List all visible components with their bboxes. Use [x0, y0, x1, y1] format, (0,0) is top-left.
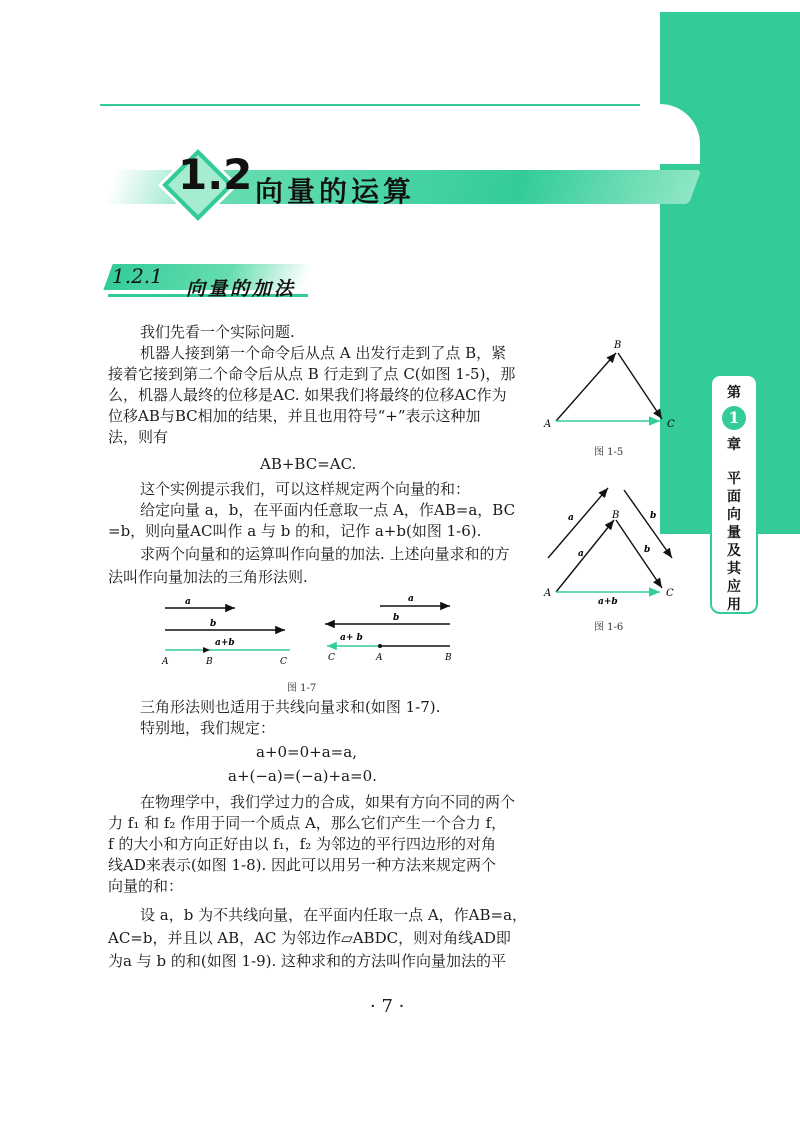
label-b: b	[650, 511, 657, 521]
paragraph-line: 给定向量 a，b，在平面内任意取一点 A，作AB=a，BC	[140, 501, 516, 519]
paragraph-line: =b，则向量AC叫作 a 与 b 的和，记作 a+b(如图 1-6).	[108, 522, 482, 540]
chapter-tab	[710, 374, 758, 614]
paragraph-line: f 的大小和方向正好由以 f₁，f₂ 为邻边的平行四边形的对角	[108, 835, 496, 853]
chapter-title-char: 面	[727, 489, 741, 505]
paragraph-line: 特别地，我们规定：	[140, 719, 276, 737]
figure-caption: 图 1-5	[594, 447, 624, 458]
label-b2: b	[393, 613, 400, 623]
label-A: A	[544, 588, 552, 599]
figure-1-7	[160, 592, 460, 672]
paragraph-line: 机器人接到第一个命令后从点 A 出发行走到了点 B，紧	[140, 344, 507, 362]
paragraph-line: 法，则有	[108, 428, 169, 446]
label-C: C	[666, 588, 674, 599]
label-C: C	[667, 419, 675, 430]
header-rule	[100, 104, 660, 106]
chapter-title-char: 其	[727, 561, 741, 577]
subsection-number: 1.2.1	[112, 264, 163, 288]
chapter-suffix: 章	[727, 437, 741, 453]
section-number: 1.2	[178, 150, 253, 199]
paragraph-line: 求两个向量和的运算叫作向量的加法. 上述向量求和的方	[140, 545, 510, 563]
label-C2: C	[328, 653, 335, 663]
chapter-title-char: 平	[727, 471, 741, 487]
formula: a+(−a)=(−a)+a=0.	[228, 767, 377, 785]
label-a2: a	[408, 594, 414, 604]
label-B: B	[612, 510, 620, 521]
paragraph-line: 为a 与 b 的和(如图 1-9). 这种求和的方法叫作向量加法的平	[108, 952, 507, 970]
chapter-prefix: 第	[727, 385, 741, 401]
paragraph-line: 法叫作向量加法的三角形法则.	[108, 568, 308, 586]
paragraph-line: 设 a，b 为不共线向量，在平面内任取一点 A，作AB=a，	[140, 906, 528, 924]
figure-caption: 图 1-7	[287, 683, 317, 694]
label-C: C	[280, 657, 287, 667]
chapter-title-char: 应	[727, 579, 741, 595]
label-B2: B	[445, 653, 452, 663]
label-B: B	[614, 340, 622, 351]
paragraph-line: 我们先看一个实际问题.	[140, 323, 295, 341]
paragraph-line: 向量的和：	[108, 877, 184, 895]
chapter-number: 1	[722, 406, 746, 430]
paragraph-line: 线AD来表示(如图 1-8). 因此可以用另一种方法来规定两个	[108, 856, 497, 874]
label-A2: A	[376, 653, 383, 663]
paragraph-line: AC=b，并且以 AB，AC 为邻边作▱ABDC，则对角线AD即	[108, 929, 511, 947]
section-title: 向量的运算	[255, 175, 416, 208]
chapter-title-char: 用	[727, 597, 741, 613]
chapter-title-char: 向	[727, 507, 741, 523]
label-sum: a+b	[598, 597, 618, 605]
paragraph-line: 力 f₁ 和 f₂ 作用于同一个质点 A，那么它们产生一个合力 f，	[108, 814, 507, 832]
paragraph-line: 这个实例提示我们，可以这样规定两个向量的和：	[140, 480, 471, 498]
label-A: A	[162, 657, 169, 667]
figure-1-5	[540, 335, 690, 435]
label-a: a	[185, 597, 191, 607]
label-sum: a+b	[215, 638, 235, 648]
label-a: a	[578, 549, 584, 559]
figure-1-6	[540, 480, 690, 605]
chapter-title-char: 及	[727, 543, 741, 559]
paragraph-line: 三角形法则也适用于共线向量求和(如图 1-7).	[140, 698, 441, 716]
label-b: b	[210, 619, 217, 629]
figure-caption: 图 1-6	[594, 622, 624, 633]
paragraph-line: 位移AB与BC相加的结果，并且也用符号“+”表示这种加	[108, 407, 481, 425]
formula: a+0=0+a=a,	[256, 743, 357, 761]
label-a: a	[568, 513, 574, 523]
paragraph-line: 在物理学中，我们学过力的合成，如果有方向不同的两个	[140, 793, 516, 811]
page-number: · 7 ·	[370, 996, 405, 1017]
label-sum2: a+ b	[340, 633, 363, 643]
label-A: A	[544, 419, 552, 430]
subsection-title: 向量的加法	[186, 278, 297, 300]
label-b: b	[644, 545, 651, 555]
formula: AB+BC=AC.	[260, 455, 357, 473]
paragraph-line: 接着它接到第二个命令后从点 B 行走到了点 C(如图 1-5)，那	[108, 365, 516, 383]
chapter-title-char: 量	[727, 525, 741, 541]
label-B: B	[206, 657, 213, 667]
paragraph-line: 么，机器人最终的位移是AC. 如果我们将最终的位移AC作为	[108, 386, 507, 404]
